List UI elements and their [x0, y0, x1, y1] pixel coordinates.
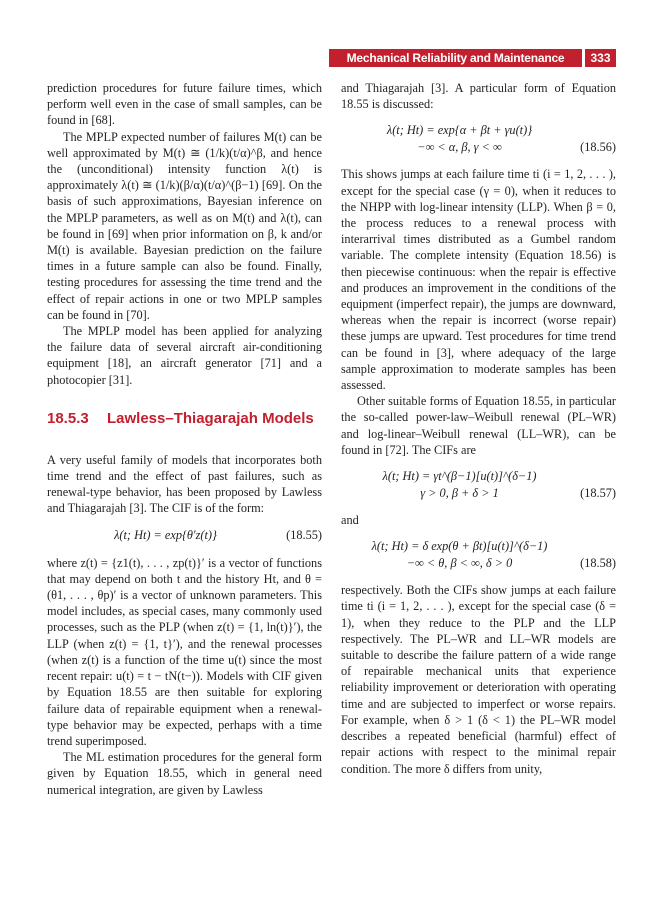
equation-condition: −∞ < α, β, γ < ∞	[417, 140, 502, 155]
equation-body: λ(t; Ht) = exp{α + βt + γu(t)}	[386, 123, 533, 138]
running-header-title: Mechanical Reliability and Maintenance Models	[346, 51, 565, 83]
page-number: 333	[585, 49, 616, 67]
paragraph: The ML estimation procedures for the general form given by Equation 18.55, which in general need numerical integration, are given by Lawless	[47, 750, 322, 797]
right-column	[341, 80, 616, 777]
equation-number: (18.55)	[286, 527, 322, 542]
equation-condition: −∞ < θ, β < ∞, δ > 0	[406, 556, 513, 571]
paragraph: The MPLP model has been applied for analyzing the failure data of several aircraft air-conditioning equipment [18], an aircraft generator [71] and a photocopier [31].	[47, 324, 322, 387]
equation-body: λ(t; Ht) = δ exp(θ + βt)[u(t)]^(δ−1)	[371, 539, 548, 554]
equation-18-56	[341, 122, 616, 156]
equation-18-57	[341, 468, 616, 502]
section-title: Lawless–Thiagarajah Models	[107, 409, 314, 427]
equation-number: (18.57)	[580, 486, 616, 501]
paragraph: The MPLP expected number of failures M(t) can be well approximated by M(t) ≅ (1/k)(t/α)^β, and hence the (unconditional) intensity function λ(t) is approximately λ(t) ≅ (1/k)(β/α)(t/α)^(β−1) [69]. On the basis of such approximations, Bayesian inference on the MPLP parameters, as well as on M(t) and λ(t), can be found in [69] when prior information on β, k and/or M(t) is available. Bayesian prediction on the failure times in a future sample can also be found. Finally, testing procedures for assessing the time trend and the effect of repair actions in one or two MPLP samples can be found in [70].	[47, 129, 322, 322]
paragraph: A very useful family of models that incorporates both time trend and the effect of past failures, such as renewal-type behavior, has been proposed by Lawless and Thiagarajah [3]. The CIF is of the form:	[47, 452, 322, 516]
paragraph: respectively. Both the CIFs show jumps at each failure time ti (i = 1, 2, . . . ), except for the special case (δ = 1), when they reduce to the PLP and the LLP respectively. The PL–WR and LL–WR models are suitable to describe the failure pattern of a wide range of repairable mechanical units that experience reliability improvement or deterioration with operating time and are subjected to imperfect or worse repairs. For example, when δ > 1 (δ < 1) the PL–WR model describes a repeated beneficial (harmful) effect of repair actions with respect to the minimal repair condition. The more δ differs from unity,	[341, 583, 616, 776]
equation-18-58	[341, 538, 616, 572]
equation-condition: γ > 0, β + δ > 1	[420, 486, 499, 501]
equation-number: (18.58)	[580, 556, 616, 571]
paragraph: prediction procedures for future failure times, which perform well even in the case of small samples, can be found in [68].	[47, 81, 322, 128]
paragraph: and Thiagarajah [3]. A particular form of Equation 18.55 is discussed:	[341, 81, 616, 112]
paragraph: Other suitable forms of Equation 18.55, in particular the so-called power-law–Weibull renewal (PL–WR) and log-linear–Weibull renewal (LL–WR), can be found in [72]. The CIFs are	[341, 394, 616, 457]
section-heading	[47, 410, 322, 428]
equation-body: λ(t; Ht) = exp{θ′z(t)}	[114, 527, 217, 542]
paragraph: where z(t) = {z1(t), . . . , zp(t)}′ is a vector of functions that may depend on both t and the history Ht, and θ = (θ1, . . . , θp)′ is a vector of unknown parameters. This model includes, as special cases, many commonly used processes, such as the PLP (when z(t) = {1, ln(t)}′), the LLP (when z(t) = {1, t}′), and the renewal processes (when z(t) is a function of the time u(t) since the most recent repair: u(t) = t − tN(t−)). Models with CIF given by Equation 18.55 are then suitable for exploring failure data of repairable equipment when a renewal-type behavior may be expected, perhaps with a time trend superimposed.	[47, 555, 322, 748]
equation-body: λ(t; Ht) = γt^(β−1)[u(t)]^(δ−1)	[382, 469, 537, 484]
left-column	[47, 80, 322, 798]
section-number: 18.5.3	[47, 409, 89, 427]
connective-text: and	[341, 513, 359, 528]
equation-number: (18.56)	[580, 140, 616, 155]
paragraph: This shows jumps at each failure time ti (i = 1, 2, . . . ), except for the special case (γ = 0), when it reduces to the NHPP with log-linear intensity (LLP). When β = 0, the process reduces to a renewal process with interarrival times distributed as a Gumbel random variable. The complete intensity (Equation 18.56) is then piecewise continuous: when the repair is effective and produces an improvement in the conditions of the equipment (imperfect repair), the jumps are downward, whereas when the repair is incorrect (worse repair) these jumps are upward. Test procedures for time trend can be found in [3], where adequacy of the large sample approximation to moderate samples has been assessed.	[341, 167, 616, 393]
equation-18-55	[47, 527, 322, 545]
